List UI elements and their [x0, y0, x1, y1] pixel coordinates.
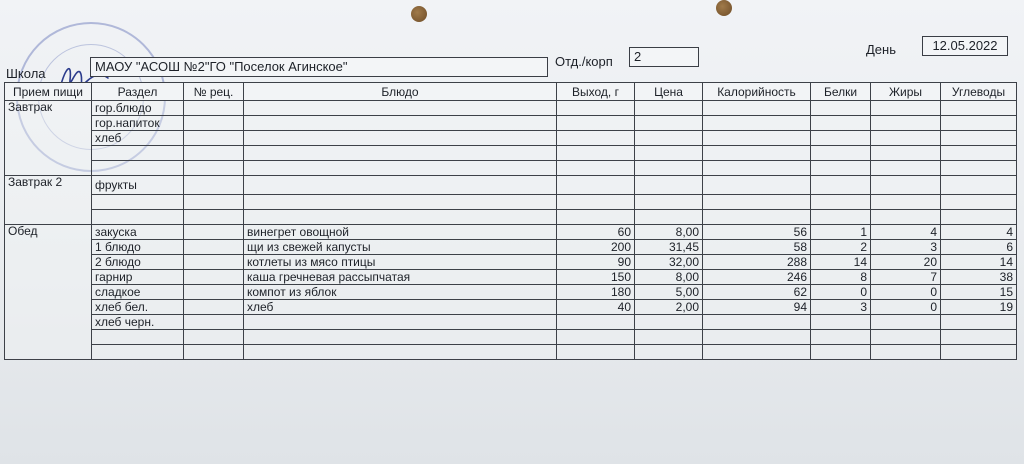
- cell-price: [635, 116, 703, 131]
- cell-carb: [941, 161, 1017, 176]
- cell-section: сладкое: [92, 285, 184, 300]
- cell-section: [92, 210, 184, 225]
- cell-carb: 4: [941, 225, 1017, 240]
- meal-cell: [5, 195, 92, 210]
- cell-dish: хлеб: [244, 300, 557, 315]
- col-price: Цена: [635, 83, 703, 101]
- cell-price: 5,00: [635, 285, 703, 300]
- cell-fat: [871, 330, 941, 345]
- cell-rec: [184, 270, 244, 285]
- cell-section: [92, 330, 184, 345]
- cell-dish: [244, 315, 557, 330]
- cell-yield: [557, 345, 635, 360]
- table-row: [5, 210, 1017, 225]
- meal-cell: Обед: [5, 225, 92, 240]
- cell-carb: [941, 101, 1017, 116]
- cell-price: 32,00: [635, 255, 703, 270]
- cell-price: [635, 330, 703, 345]
- cell-prot: 8: [811, 270, 871, 285]
- cell-kcal: [703, 315, 811, 330]
- cell-fat: [871, 131, 941, 146]
- cell-rec: [184, 161, 244, 176]
- cell-rec: [184, 146, 244, 161]
- cell-dish: [244, 195, 557, 210]
- meal-cell: [5, 315, 92, 330]
- day-label: День: [866, 42, 896, 57]
- cell-yield: 90: [557, 255, 635, 270]
- cell-prot: [811, 161, 871, 176]
- cell-rec: [184, 225, 244, 240]
- punch-hole-left: [411, 6, 427, 22]
- cell-rec: [184, 300, 244, 315]
- table-row: [5, 240, 1017, 255]
- cell-prot: [811, 146, 871, 161]
- cell-dish: [244, 210, 557, 225]
- col-fat: Жиры: [871, 83, 941, 101]
- cell-fat: 7: [871, 270, 941, 285]
- cell-kcal: [703, 210, 811, 225]
- cell-yield: [557, 176, 635, 195]
- cell-fat: [871, 195, 941, 210]
- cell-kcal: [703, 345, 811, 360]
- cell-dish: щи из свежей капусты: [244, 240, 557, 255]
- table-row: [5, 300, 1017, 315]
- cell-section: хлеб: [92, 131, 184, 146]
- cell-yield: 150: [557, 270, 635, 285]
- table-row: [5, 225, 1017, 240]
- cell-prot: [811, 116, 871, 131]
- cell-carb: [941, 330, 1017, 345]
- meal-cell: [5, 270, 92, 285]
- table-row: [5, 330, 1017, 345]
- cell-carb: [941, 131, 1017, 146]
- cell-fat: [871, 345, 941, 360]
- cell-kcal: 62: [703, 285, 811, 300]
- table-row: [5, 161, 1017, 176]
- meal-cell: [5, 300, 92, 315]
- cell-yield: [557, 146, 635, 161]
- table-row: [5, 270, 1017, 285]
- school-field[interactable]: МАОУ "АСОШ №2"ГО "Поселок Агинское": [90, 57, 548, 77]
- cell-kcal: 58: [703, 240, 811, 255]
- cell-price: [635, 210, 703, 225]
- cell-dish: котлеты из мясо птицы: [244, 255, 557, 270]
- cell-section: [92, 161, 184, 176]
- cell-price: [635, 195, 703, 210]
- cell-price: 31,45: [635, 240, 703, 255]
- meal-cell: [5, 330, 92, 345]
- meal-cell: [5, 240, 92, 255]
- cell-fat: [871, 146, 941, 161]
- cell-carb: [941, 195, 1017, 210]
- cell-section: фрукты: [92, 176, 184, 195]
- cell-dish: компот из яблок: [244, 285, 557, 300]
- cell-price: 2,00: [635, 300, 703, 315]
- table-row: [5, 146, 1017, 161]
- cell-prot: 3: [811, 300, 871, 315]
- cell-yield: [557, 101, 635, 116]
- cell-yield: 200: [557, 240, 635, 255]
- cell-yield: [557, 315, 635, 330]
- cell-prot: [811, 330, 871, 345]
- table-row: [5, 116, 1017, 131]
- dept-field[interactable]: 2: [629, 47, 699, 67]
- cell-carb: [941, 146, 1017, 161]
- day-field[interactable]: 12.05.2022: [922, 36, 1008, 56]
- cell-price: [635, 176, 703, 195]
- meal-cell: [5, 285, 92, 300]
- meal-cell: [5, 131, 92, 146]
- table-row: [5, 195, 1017, 210]
- table-row: [5, 176, 1017, 195]
- cell-dish: каша гречневая рассыпчатая: [244, 270, 557, 285]
- cell-yield: 60: [557, 225, 635, 240]
- cell-prot: [811, 315, 871, 330]
- cell-section: закуска: [92, 225, 184, 240]
- cell-rec: [184, 195, 244, 210]
- cell-dish: [244, 161, 557, 176]
- cell-prot: [811, 210, 871, 225]
- meal-cell: [5, 161, 92, 176]
- table-row: [5, 131, 1017, 146]
- table-header-row: [5, 83, 1017, 101]
- col-yield: Выход, г: [557, 83, 635, 101]
- cell-price: [635, 161, 703, 176]
- cell-dish: [244, 176, 557, 195]
- cell-yield: [557, 131, 635, 146]
- cell-kcal: [703, 176, 811, 195]
- col-dish: Блюдо: [244, 83, 557, 101]
- cell-carb: [941, 176, 1017, 195]
- cell-kcal: [703, 116, 811, 131]
- meal-cell: [5, 255, 92, 270]
- meal-cell: [5, 345, 92, 360]
- cell-dish: [244, 146, 557, 161]
- col-section: Раздел: [92, 83, 184, 101]
- cell-section: гор.напиток: [92, 116, 184, 131]
- cell-prot: 1: [811, 225, 871, 240]
- cell-kcal: [703, 146, 811, 161]
- cell-price: [635, 101, 703, 116]
- cell-fat: 0: [871, 285, 941, 300]
- cell-fat: [871, 210, 941, 225]
- cell-prot: [811, 176, 871, 195]
- cell-yield: [557, 116, 635, 131]
- cell-price: 8,00: [635, 270, 703, 285]
- dept-label: Отд./корп: [555, 54, 613, 69]
- cell-prot: [811, 101, 871, 116]
- cell-fat: 4: [871, 225, 941, 240]
- table-row: [5, 101, 1017, 116]
- cell-kcal: [703, 101, 811, 116]
- cell-rec: [184, 210, 244, 225]
- cell-rec: [184, 176, 244, 195]
- cell-carb: 38: [941, 270, 1017, 285]
- cell-kcal: [703, 161, 811, 176]
- cell-kcal: 246: [703, 270, 811, 285]
- col-recipe: № рец.: [184, 83, 244, 101]
- cell-section: [92, 195, 184, 210]
- cell-section: гор.блюдо: [92, 101, 184, 116]
- cell-dish: [244, 131, 557, 146]
- cell-carb: 19: [941, 300, 1017, 315]
- cell-rec: [184, 131, 244, 146]
- cell-rec: [184, 345, 244, 360]
- cell-rec: [184, 101, 244, 116]
- col-protein: Белки: [811, 83, 871, 101]
- cell-section: 2 блюдо: [92, 255, 184, 270]
- meal-cell: [5, 146, 92, 161]
- meal-cell: Завтрак: [5, 101, 92, 116]
- meal-cell: Завтрак 2: [5, 176, 92, 195]
- cell-fat: [871, 161, 941, 176]
- meal-cell: [5, 210, 92, 225]
- cell-fat: [871, 101, 941, 116]
- col-kcal: Калорийность: [703, 83, 811, 101]
- cell-prot: 2: [811, 240, 871, 255]
- cell-rec: [184, 240, 244, 255]
- cell-price: [635, 131, 703, 146]
- cell-prot: [811, 195, 871, 210]
- cell-prot: [811, 345, 871, 360]
- cell-section: 1 блюдо: [92, 240, 184, 255]
- punch-hole-right: [716, 0, 732, 16]
- table-row: [5, 255, 1017, 270]
- menu-table: [4, 82, 1017, 360]
- cell-dish: [244, 330, 557, 345]
- cell-carb: [941, 345, 1017, 360]
- cell-fat: [871, 176, 941, 195]
- cell-section: гарнир: [92, 270, 184, 285]
- cell-rec: [184, 315, 244, 330]
- cell-price: 8,00: [635, 225, 703, 240]
- cell-rec: [184, 255, 244, 270]
- cell-fat: 0: [871, 300, 941, 315]
- cell-yield: [557, 330, 635, 345]
- cell-rec: [184, 116, 244, 131]
- cell-price: [635, 315, 703, 330]
- cell-price: [635, 345, 703, 360]
- cell-carb: 6: [941, 240, 1017, 255]
- col-carbs: Углеводы: [941, 83, 1017, 101]
- cell-yield: 40: [557, 300, 635, 315]
- cell-carb: [941, 116, 1017, 131]
- cell-yield: 180: [557, 285, 635, 300]
- cell-kcal: 288: [703, 255, 811, 270]
- table-row: [5, 315, 1017, 330]
- table-row: [5, 345, 1017, 360]
- cell-section: хлеб бел.: [92, 300, 184, 315]
- cell-price: [635, 146, 703, 161]
- cell-fat: 20: [871, 255, 941, 270]
- col-meal: Прием пищи: [5, 83, 92, 101]
- cell-prot: 0: [811, 285, 871, 300]
- cell-fat: [871, 315, 941, 330]
- cell-fat: 3: [871, 240, 941, 255]
- cell-prot: 14: [811, 255, 871, 270]
- table-row: [5, 285, 1017, 300]
- school-label: Школа: [6, 66, 46, 81]
- cell-rec: [184, 285, 244, 300]
- meal-cell: [5, 116, 92, 131]
- cell-carb: 14: [941, 255, 1017, 270]
- cell-carb: 15: [941, 285, 1017, 300]
- cell-yield: [557, 161, 635, 176]
- cell-section: [92, 146, 184, 161]
- cell-section: [92, 345, 184, 360]
- cell-kcal: 56: [703, 225, 811, 240]
- cell-prot: [811, 131, 871, 146]
- cell-yield: [557, 210, 635, 225]
- cell-fat: [871, 116, 941, 131]
- cell-kcal: [703, 131, 811, 146]
- cell-dish: [244, 116, 557, 131]
- cell-dish: [244, 101, 557, 116]
- cell-carb: [941, 210, 1017, 225]
- cell-yield: [557, 195, 635, 210]
- cell-kcal: [703, 330, 811, 345]
- cell-kcal: [703, 195, 811, 210]
- cell-carb: [941, 315, 1017, 330]
- cell-rec: [184, 330, 244, 345]
- cell-dish: винегрет овощной: [244, 225, 557, 240]
- cell-kcal: 94: [703, 300, 811, 315]
- cell-section: хлеб черн.: [92, 315, 184, 330]
- cell-dish: [244, 345, 557, 360]
